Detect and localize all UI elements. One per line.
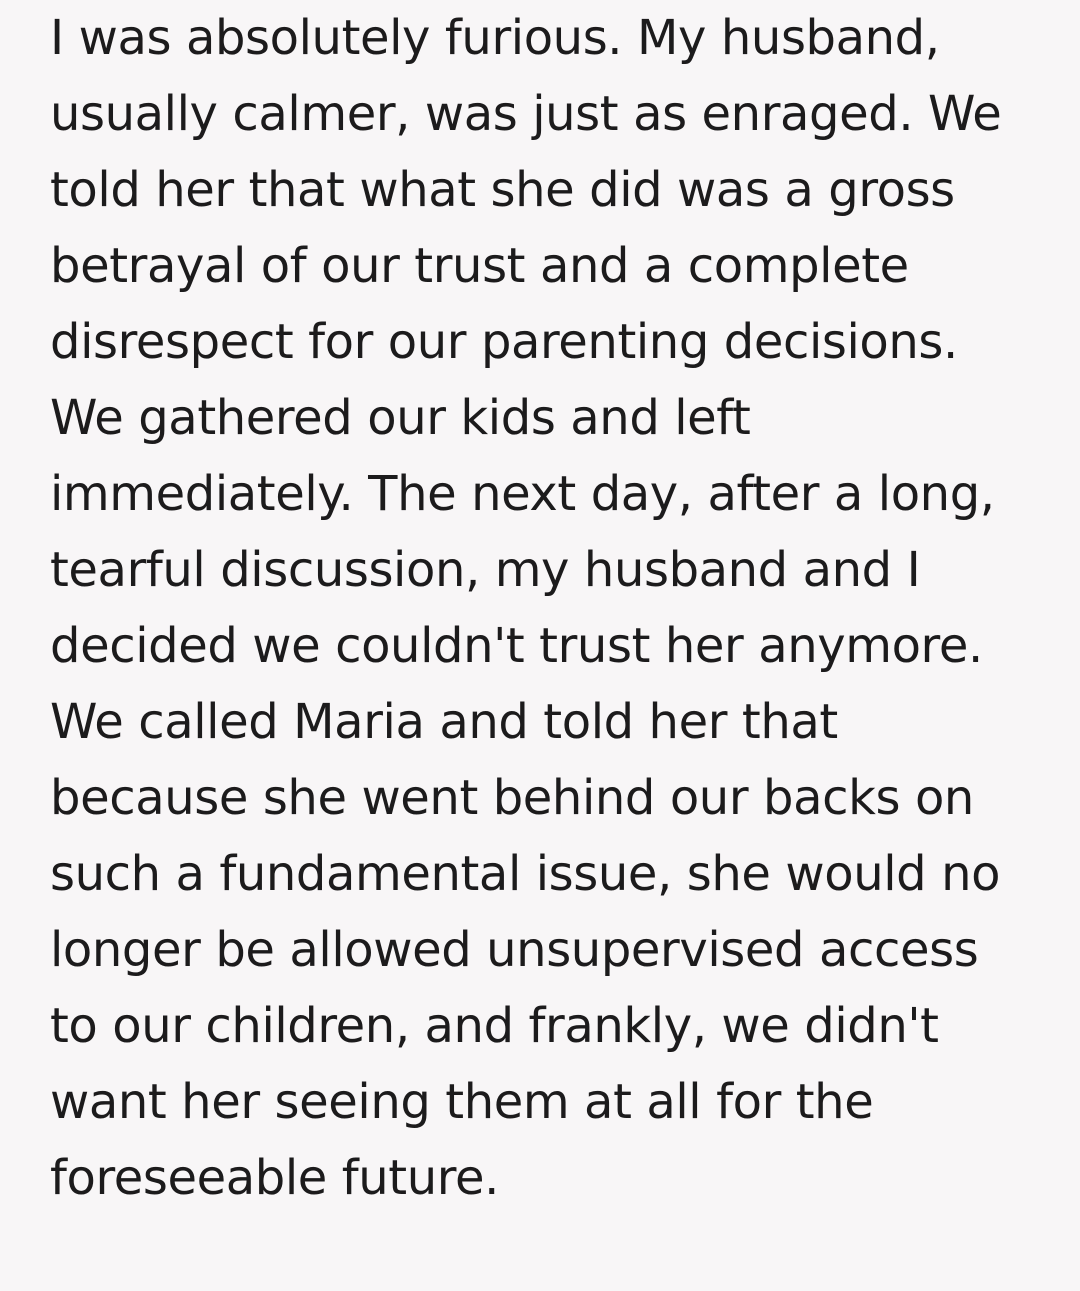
paragraph-line: to our children, and frankly, we didn't — [50, 998, 939, 1054]
paragraph-line: decided we couldn't trust her anymore. — [50, 618, 983, 674]
paragraph-line: longer be allowed unsupervised access — [50, 922, 979, 978]
paragraph-line: foreseeable future. — [50, 1150, 499, 1206]
paragraph-line: because she went behind our backs on — [50, 770, 974, 826]
paragraph-line: We gathered our kids and left — [50, 390, 751, 446]
article-paragraph — [50, 0, 1040, 1216]
paragraph-line: We called Maria and told her that — [50, 694, 838, 750]
paragraph-line: want her seeing them at all for the — [50, 1074, 874, 1130]
paragraph-line: betrayal of our trust and a complete — [50, 238, 909, 294]
paragraph-line: immediately. The next day, after a long, — [50, 466, 995, 522]
paragraph-line: such a fundamental issue, she would no — [50, 846, 1001, 902]
paragraph-line: told her that what she did was a gross — [50, 162, 955, 218]
paragraph-line: I was absolutely furious. My husband, — [50, 10, 940, 66]
paragraph-line: usually calmer, was just as enraged. We — [50, 86, 1002, 142]
paragraph-line: tearful discussion, my husband and I — [50, 542, 921, 598]
paragraph-line: disrespect for our parenting decisions. — [50, 314, 958, 370]
